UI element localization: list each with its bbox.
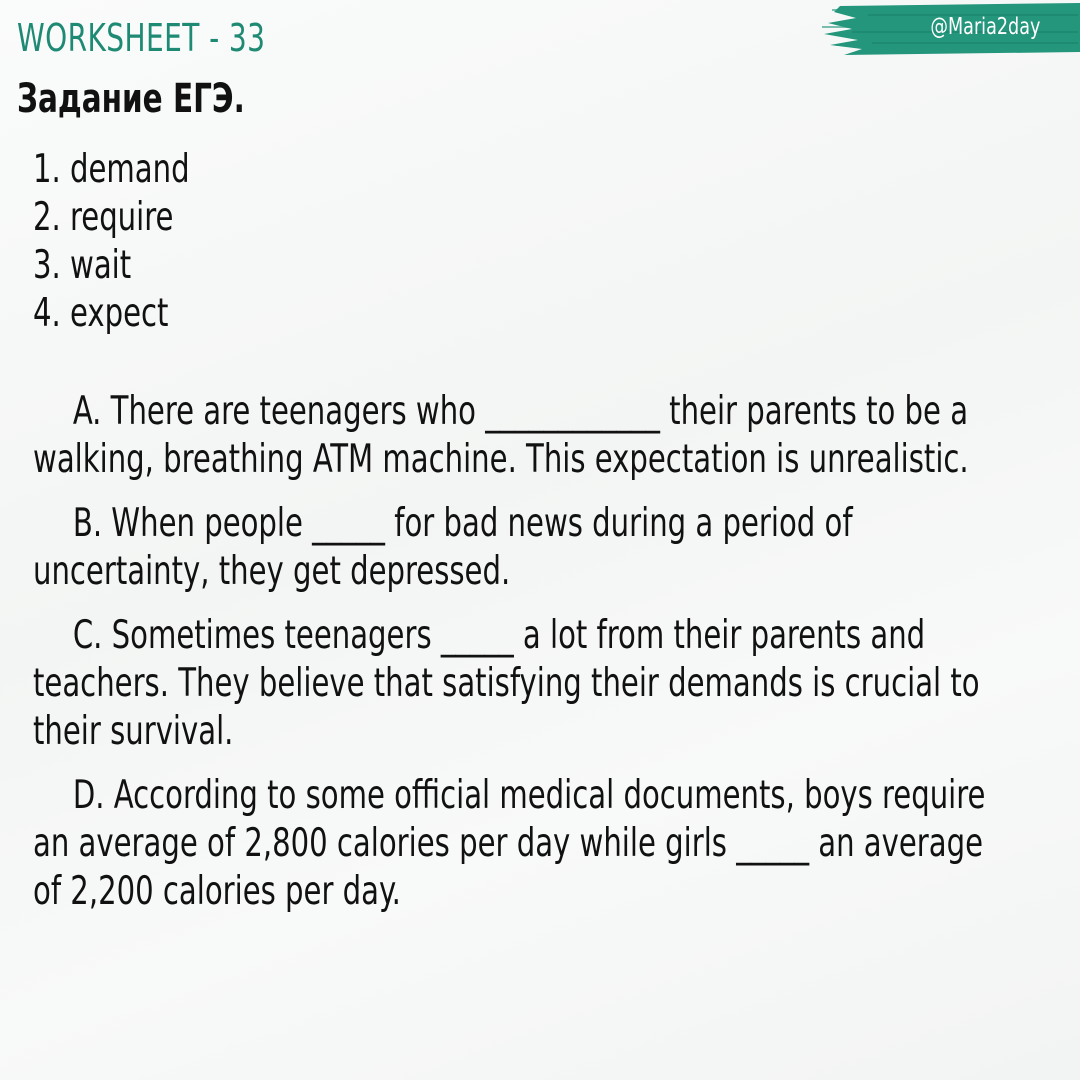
worksheet-title: WORKSHEET - 33 [17, 16, 266, 60]
option-item: 4. expect [33, 291, 169, 336]
option-item: 2. require [33, 195, 174, 240]
option-item: 3. wait [33, 243, 132, 288]
gap-fill-sentences [33, 388, 1056, 932]
word-options-list [33, 146, 190, 338]
sentence-c: C. Sometimes teenagers _____ a lot from their parents and teachers. They believe that satisfying their demands is crucial to their survival. [33, 613, 980, 754]
author-handle: @Maria2day [930, 14, 1040, 40]
task-title: Задание ЕГЭ. [17, 76, 245, 122]
sentence-d: D. According to some official medical documents, boys require an average of 2,800 calories per day while girls _____ an average of 2,200 calories per day. [33, 773, 986, 914]
sentence-a: A. There are teenagers who ____________ their parents to be a walking, breathing ATM machine. This expectation is unrealistic. [33, 389, 969, 482]
option-item: 1. demand [33, 147, 190, 192]
sentence-b: B. When people _____ for bad news during a period of uncertainty, they get depressed. [33, 501, 853, 594]
